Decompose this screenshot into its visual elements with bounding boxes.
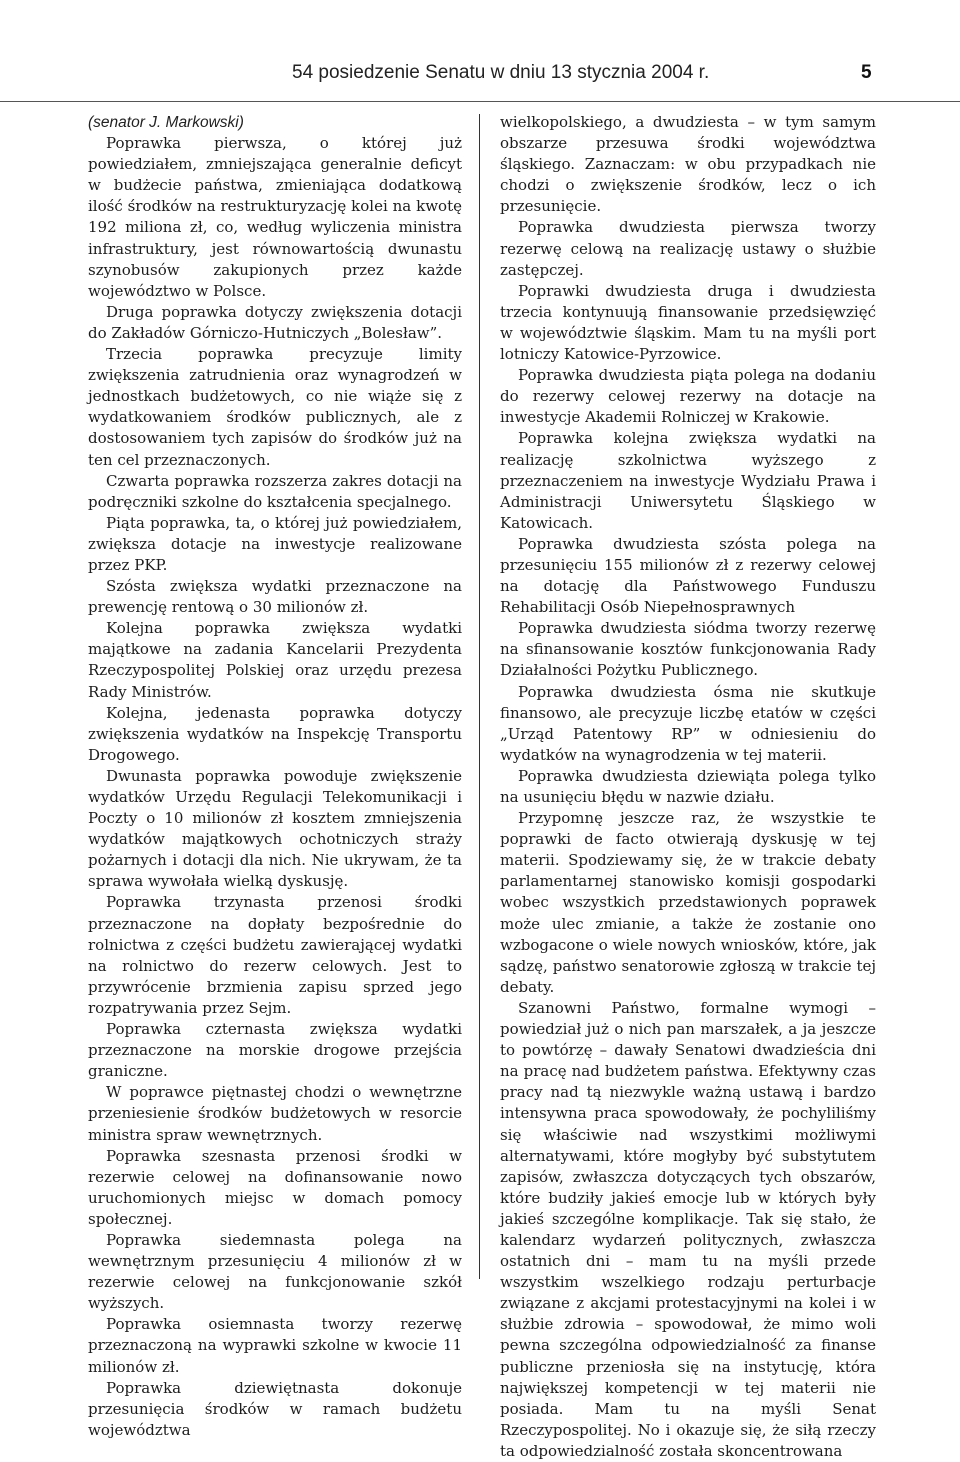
left-column bbox=[88, 112, 462, 1441]
paragraph: Druga poprawka dotyczy zwiększenia dotacji do Zakładów Górniczo-Hutniczych „Bolesław”. bbox=[88, 302, 462, 342]
paragraph: Poprawka czternasta zwiększa wydatki przeznaczone na morskie drogowe przejścia graniczne. bbox=[88, 1020, 462, 1081]
paragraph: W poprawce piętnastej chodzi o wewnętrzne przeniesienie środków budżetowych w resorcie ministra spraw wewnętrznych. bbox=[88, 1083, 462, 1144]
paragraph: Poprawka dwudziesta siódma tworzy rezerwę na sfinansowanie kosztów funkcjonowania Rady Działalności Pożytku Publicznego. bbox=[500, 619, 876, 680]
paragraph: Poprawka dwudziesta dziewiąta polega tylko na usunięciu błędu w nazwie działu. bbox=[500, 766, 876, 806]
paragraph: Poprawka szesnasta przenosi środki w rezerwie celowej na dofinansowanie nowo uruchomionych miejsc w domach pomocy społecznej. bbox=[88, 1146, 462, 1228]
paragraph: Dwunasta poprawka powoduje zwiększenie wydatków Urzędu Regulacji Telekomunikacji i Poczty o 10 milionów zł kosztem zmniejszenia wydatków majątkowych ochotniczych straży pożarnych i dotacji dla nich. Nie ukrywam, że ta sprawa wywołała wielką dyskusję. bbox=[88, 766, 462, 891]
paragraph: Czwarta poprawka rozszerza zakres dotacji na podręczniki szkolne do kształcenia specjalnego. bbox=[88, 471, 462, 511]
paragraph-continuation: wielkopolskiego, a dwudziesta – w tym samym obszarze przesuwa środki województwa śląskiego. Zaznaczam: w obu przypadkach nie chodzi o zwiększenie środków, lecz o ich przesunięcie. bbox=[500, 113, 876, 216]
paragraph: Poprawka kolejna zwiększa wydatki na realizację szkolnictwa wyższego z przeznaczeniem na inwestycje Wydziału Prawa i Administracji Uniwersytetu Śląskiego w Katowicach. bbox=[500, 429, 876, 532]
paragraph: Kolejna poprawka zwiększa wydatki majątkowe na zadania Kancelarii Prezydenta Rzeczypospolitej Polskiej oraz urzędu prezesa Rady Ministrów. bbox=[88, 619, 462, 701]
paragraph: Poprawka dwudziesta piąta polega na dodaniu do rezerwy celowej rezerwy na dotacje na inwestycje Akademii Rolniczej w Krakowie. bbox=[500, 366, 876, 427]
paragraph: Szósta zwiększa wydatki przeznaczone na prewencję rentową o 30 milionów zł. bbox=[88, 577, 462, 617]
paragraph: Trzecia poprawka precyzuje limity zwiększenia zatrudnienia oraz wynagrodzeń w jednostkach budżetowych, co nie wiąże się z wydatkowaniem środków publicznych, ale z dostosowaniem tych zapisów do środków już na ten cel przeznaczonych. bbox=[88, 345, 462, 469]
paragraph: Poprawka siedemnasta polega na wewnętrznym przesunięciu 4 milionów zł w rezerwie celowej na funkcjonowanie szkół wyższych. bbox=[88, 1230, 462, 1313]
paragraph: Poprawki dwudziesta druga i dwudziesta trzecia kontynuują finansowanie przedsięwzięć w województwie śląskim. Mam tu na myśli port lotniczy Katowice-Pyrzowice. bbox=[500, 281, 876, 364]
header-rule bbox=[0, 101, 960, 102]
speaker-label: (senator J. Markowski) bbox=[88, 114, 244, 131]
page-number: 5 bbox=[861, 62, 872, 83]
column-divider bbox=[479, 114, 480, 1279]
right-column bbox=[500, 112, 876, 1462]
paragraph: Poprawka pierwsza, o której już powiedziałem, zmniejszająca generalnie deficyt w budżecie państwa, zmieniająca dodatkową ilość środków na restrukturyzację kolei na kwotę 192 miliona zł, co, według wyliczenia ministra infrastruktury, jest równowartością dwunastu szynobusów zakupionych przez każde województwo w Polsce. bbox=[88, 134, 462, 300]
paragraph: Poprawka trzynasta przenosi środki przeznaczone na dopłaty bezpośrednie do rolnictwa z części budżetu zawierającej wydatki na rolnictwo do rezerw celowych. Jest to przywrócenie brzmienia zapisu sprzed jego rozpatrywania przez Sejm. bbox=[88, 893, 462, 1017]
paragraph: Poprawka dwudziesta pierwsza tworzy rezerwę celową na realizację ustawy o służbie zastępczej. bbox=[500, 218, 876, 279]
paragraph: Piąta poprawka, ta, o której już powiedziałem, zwiększa dotacje na inwestycje realizowane przez PKP. bbox=[88, 513, 462, 574]
paragraph: Poprawka dziewiętnasta dokonuje przesunięcia środków w ramach budżetu województwa bbox=[88, 1378, 462, 1439]
paragraph: Poprawka dwudziesta szósta polega na przesunięciu 155 milionów zł z rezerwy celowej na dotację dla Państwowego Funduszu Rehabilitacji Osób Niepełnosprawnych bbox=[500, 534, 876, 617]
paragraph: Szanowni Państwo, formalne wymogi – powiedział już o nich pan marszałek, a ja jeszcze to powtórzę – dawały Senatowi dwadzieścia dni na pracę nad budżetem państwa. Efektywny czas pracy nad tą niezwykle ważną ustawą i bardzo intensywna praca spowodowały, że pochyliliśmy się właściwie nad wszystkimi możliwymi alternatywami, które mogłyby być substytutem zapisów, zwłaszcza dotyczących tych obszarów, które budziły jakieś emocje lub w których były jakieś szczególne komplikacje. Tak się stało, że kalendarz wydarzeń politycznych, zwłaszcza ostatnich dni – mam tu na myśli przede wszystkim wszelkiego rodzaju perturbacje związane z akcjami protestacyjnymi na kolei i w służbie zdrowia – spowodował, że mimo woli pewna szczególna odpowiedzialność za finanse publiczne przeniosła się na instytucję, która największej kompetencji w tej materii nie posiada. Mam tu na myśli Senat Rzeczypospolitej. No i okazuje się, że siłą rzeczy ta odpowiedzialność została skoncentrowana bbox=[500, 998, 876, 1460]
paragraph: Poprawka dwudziesta ósma nie skutkuje finansowo, ale precyzuje liczbę etatów w części „Urząd Patentowy RP” w odniesieniu do wydatków na wynagrodzenia w tej materii. bbox=[500, 682, 876, 764]
page-header bbox=[0, 62, 960, 94]
paragraph: Przypomnę jeszcze raz, że wszystkie te poprawki de facto otwierają dyskusję w tej materii. Spodziewamy się, że w trakcie debaty parlamentarnej stanowisko komisji gospodarki wobec wszystkich przedstawionych poprawek może ulec zmianie, a także że zostanie ono wzbogacone o wiele nowych wniosków, które, jak sądzę, państwo senatorowie zgłoszą w trakcie tej debaty. bbox=[500, 809, 876, 996]
paragraph: Poprawka osiemnasta tworzy rezerwę przeznaczoną na wyprawki szkolne w kwocie 11 milionów zł. bbox=[88, 1315, 462, 1376]
paragraph: Kolejna, jedenasta poprawka dotyczy zwiększenia wydatków na Inspekcję Transportu Drogowego. bbox=[88, 703, 462, 764]
page-header-title: 54 posiedzenie Senatu w dniu 13 stycznia 2004 r. bbox=[292, 62, 710, 83]
